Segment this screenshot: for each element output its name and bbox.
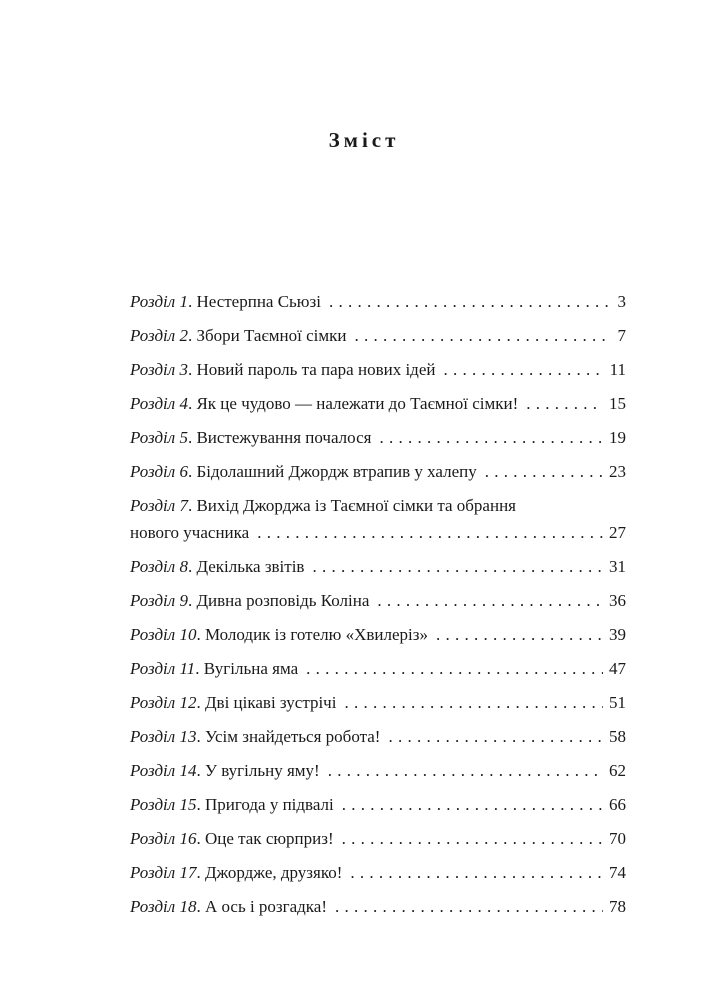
toc-entry[interactable] bbox=[130, 553, 626, 580]
toc-entry[interactable] bbox=[130, 825, 626, 852]
dot-leader bbox=[312, 553, 603, 580]
page-number: 39 bbox=[609, 625, 626, 644]
entry-text: Розділ 2. Збори Таємної сімки bbox=[130, 326, 347, 345]
dot-leader bbox=[526, 390, 603, 417]
chapter-label: Розділ 10 bbox=[130, 625, 197, 644]
dot-leader bbox=[342, 791, 603, 818]
toc-entry[interactable] bbox=[130, 322, 626, 349]
page-number: 70 bbox=[609, 829, 626, 848]
chapter-title: Дві цікаві зустрічі bbox=[204, 693, 337, 712]
page-number: 11 bbox=[609, 360, 626, 379]
entry-text: Розділ 11. Вугільна яма bbox=[130, 659, 299, 678]
entry-text: Розділ 16. Оце так сюрприз! bbox=[130, 829, 334, 848]
dot-leader bbox=[443, 356, 603, 383]
dot-leader bbox=[328, 757, 603, 784]
chapter-title: Оце так сюрприз! bbox=[204, 829, 334, 848]
toc-entry[interactable] bbox=[130, 390, 626, 417]
chapter-title: Дивна розповідь Коліна bbox=[196, 591, 370, 610]
page-number: 58 bbox=[609, 727, 626, 746]
chapter-label: Розділ 5 bbox=[130, 428, 188, 447]
dot-leader bbox=[350, 859, 603, 886]
page-number: 15 bbox=[609, 394, 626, 413]
dot-leader bbox=[329, 288, 612, 315]
dot-leader bbox=[257, 519, 603, 546]
chapter-title: Нестерпна Сьюзі bbox=[196, 292, 321, 311]
chapter-title: Вистежування почалося bbox=[196, 428, 372, 447]
toc-entry[interactable] bbox=[130, 458, 626, 485]
chapter-label: Розділ 6 bbox=[130, 462, 188, 481]
dot-leader bbox=[388, 723, 603, 750]
dot-leader bbox=[344, 689, 603, 716]
page-number: 7 bbox=[617, 326, 626, 345]
chapter-title-continued: нового учасника bbox=[130, 523, 250, 542]
chapter-title: Пригода у підвалі bbox=[204, 795, 334, 814]
chapter-label: Розділ 9 bbox=[130, 591, 188, 610]
toc-entry[interactable]: Розділ 7. Вихід Джорджа із Таємної сімки та обрання нового учасника . . . 27 bbox=[130, 492, 626, 546]
chapter-title: Джордже, друзяко! bbox=[204, 863, 343, 882]
page-number: 31 bbox=[609, 557, 626, 576]
page-number: 47 bbox=[609, 659, 626, 678]
chapter-label: Розділ 4 bbox=[130, 394, 188, 413]
chapter-title: У вугільну яму! bbox=[204, 761, 320, 780]
toc-entry[interactable] bbox=[130, 587, 626, 614]
chapter-title: Молодик із готелю «Хвилеріз» bbox=[204, 625, 428, 644]
dot-leader bbox=[485, 458, 603, 485]
chapter-label: Розділ 8 bbox=[130, 557, 188, 576]
entry-text: Розділ 9. Дивна розповідь Коліна bbox=[130, 591, 370, 610]
chapter-label: Розділ 1 bbox=[130, 292, 188, 311]
toc-entry[interactable] bbox=[130, 791, 626, 818]
entry-text: Розділ 8. Декілька звітів bbox=[130, 557, 305, 576]
chapter-label: Розділ 13 bbox=[130, 727, 197, 746]
entry-text: Розділ 13. Усім знайдеться робота! bbox=[130, 727, 381, 746]
entry-text: Розділ 10. Молодик із готелю «Хвилеріз» bbox=[130, 625, 428, 644]
dot-leader bbox=[342, 825, 603, 852]
dot-leader bbox=[354, 322, 611, 349]
page-number: 19 bbox=[609, 428, 626, 447]
chapter-label: Розділ 18 bbox=[130, 897, 197, 916]
toc-entry[interactable] bbox=[130, 689, 626, 716]
toc-entry[interactable] bbox=[130, 723, 626, 750]
table-of-contents bbox=[130, 288, 626, 927]
page-number: 78 bbox=[609, 897, 626, 916]
chapter-title: Збори Таємної сімки bbox=[196, 326, 347, 345]
chapter-title: Вихід Джорджа із Таємної сімки та обрання bbox=[196, 496, 516, 515]
toc-entry[interactable] bbox=[130, 859, 626, 886]
toc-entry[interactable] bbox=[130, 757, 626, 784]
toc-entry[interactable] bbox=[130, 621, 626, 648]
chapter-label: Розділ 7 bbox=[130, 496, 188, 515]
dot-leader bbox=[335, 893, 603, 920]
chapter-title: Вугільна яма bbox=[203, 659, 299, 678]
chapter-title: Усім знайдеться робота! bbox=[204, 727, 381, 746]
chapter-label: Розділ 3 bbox=[130, 360, 188, 379]
entry-text: Розділ 12. Дві цікаві зустрічі bbox=[130, 693, 337, 712]
chapter-title: А ось і розгадка! bbox=[204, 897, 328, 916]
chapter-label: Розділ 2 bbox=[130, 326, 188, 345]
page-number: 51 bbox=[609, 693, 626, 712]
toc-entry[interactable] bbox=[130, 424, 626, 451]
chapter-title: Бідолашний Джордж втрапив у халепу bbox=[196, 462, 477, 481]
page-number: 62 bbox=[609, 761, 626, 780]
toc-entry[interactable] bbox=[130, 356, 626, 383]
entry-text: Розділ 1. Нестерпна Сьюзі bbox=[130, 292, 321, 311]
entry-text: Розділ 18. А ось і розгадка! bbox=[130, 897, 328, 916]
entry-text: Розділ 17. Джордже, друзяко! bbox=[130, 863, 343, 882]
toc-entry[interactable] bbox=[130, 288, 626, 315]
dot-leader bbox=[306, 655, 603, 682]
page-number: 23 bbox=[609, 462, 626, 481]
page-number: 3 bbox=[617, 292, 626, 311]
entry-text: Розділ 4. Як це чудово — належати до Таємної сімки! bbox=[130, 394, 519, 413]
entry-text: Розділ 14. У вугільну яму! bbox=[130, 761, 320, 780]
page-title: Зміст bbox=[328, 128, 400, 152]
chapter-label: Розділ 12 bbox=[130, 693, 197, 712]
toc-entry[interactable] bbox=[130, 893, 626, 920]
chapter-title: Новий пароль та пара нових ідей bbox=[196, 360, 436, 379]
dot-leader bbox=[379, 424, 603, 451]
dot-leader bbox=[436, 621, 603, 648]
chapter-label: Розділ 16 bbox=[130, 829, 197, 848]
entry-text: Розділ 3. Новий пароль та пара нових ідей bbox=[130, 360, 436, 379]
page-number: 74 bbox=[609, 863, 626, 882]
entry-text: Розділ 6. Бідолашний Джордж втрапив у халепу bbox=[130, 462, 477, 481]
page-number: 66 bbox=[609, 795, 626, 814]
chapter-label: Розділ 11 bbox=[130, 659, 196, 678]
page-number: 27 bbox=[609, 523, 626, 542]
chapter-label: Розділ 14 bbox=[130, 761, 197, 780]
entry-text: Розділ 5. Вистежування почалося bbox=[130, 428, 372, 447]
entry-text: Розділ 15. Пригода у підвалі bbox=[130, 795, 334, 814]
chapter-title: Як це чудово — належати до Таємної сімки! bbox=[196, 394, 519, 413]
chapter-title: Декілька звітів bbox=[196, 557, 305, 576]
dot-leader bbox=[377, 587, 603, 614]
chapter-label: Розділ 17 bbox=[130, 863, 197, 882]
chapter-label: Розділ 15 bbox=[130, 795, 197, 814]
page-number: 36 bbox=[609, 591, 626, 610]
toc-entry[interactable] bbox=[130, 655, 626, 682]
